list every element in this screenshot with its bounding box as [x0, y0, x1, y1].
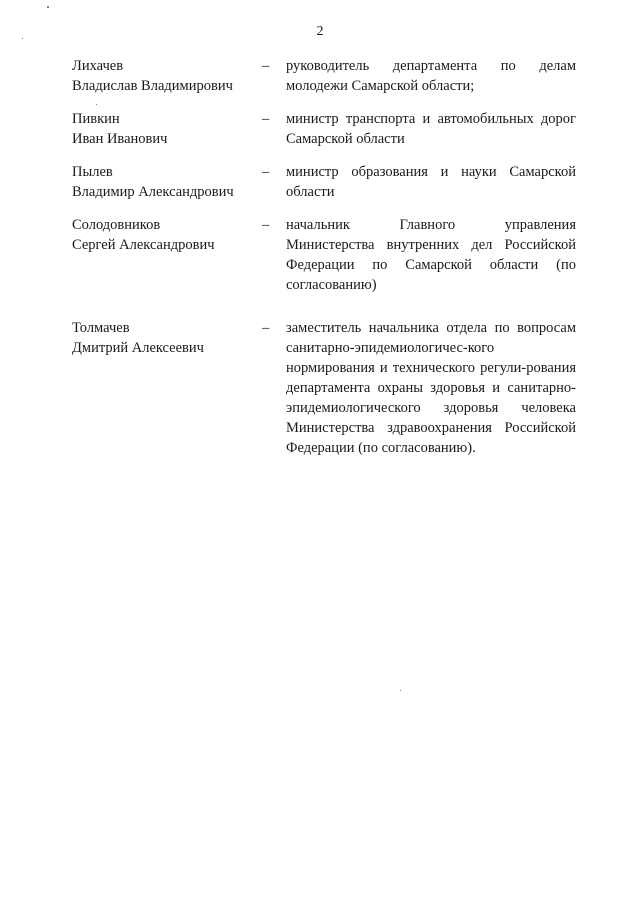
role-description: руководитель департамента по делам молодежи Самарской области;: [286, 58, 576, 94]
role-description: министр транспорта и автомобильных дорог Самарской области: [286, 111, 576, 147]
surname: Толмачев: [72, 320, 130, 336]
given-names: Дмитрий Алексеевич: [72, 340, 204, 356]
scan-speck: [96, 104, 97, 105]
scan-speck: [22, 38, 23, 39]
surname: Солодовников: [72, 217, 161, 233]
surname: Пивкин: [72, 111, 120, 127]
person-name: [72, 56, 262, 96]
dash-separator: –: [262, 58, 270, 74]
member-list: [72, 56, 576, 458]
role-description: министр образования и науки Самарской области: [286, 164, 576, 200]
given-names: Иван Иванович: [72, 131, 168, 147]
list-item: [72, 56, 576, 96]
list-item: [72, 109, 576, 149]
scan-speck: [400, 690, 401, 691]
list-item: [72, 318, 576, 458]
surname: Пылев: [72, 164, 113, 180]
person-name: [72, 162, 262, 202]
dash-separator: –: [262, 217, 270, 233]
role-description: начальник Главного управления Министерства внутренних дел Российской Федерации по Самарской области (по согласованию): [286, 217, 576, 293]
person-name: [72, 318, 262, 458]
scan-speck: [47, 6, 49, 8]
given-names: Владимир Александрович: [72, 184, 234, 200]
dash-separator: –: [262, 320, 270, 336]
given-names: Владислав Владимирович: [72, 78, 233, 94]
list-item: [72, 215, 576, 295]
dash-separator: –: [262, 164, 270, 180]
given-names: Сергей Александрович: [72, 237, 215, 253]
page-number: 2: [316, 24, 324, 39]
person-name: [72, 109, 262, 149]
dash-separator: –: [262, 111, 270, 127]
surname: Лихачев: [72, 58, 124, 74]
role-description: заместитель начальника отдела по вопросам санитарно-эпидемиологичес-кого нормирования и технического регули-рования департамента охраны здоровья и санитарно-эпидемиологического здоровья человека Министерства здравоохранения Российской Федерации (по согласованию).: [286, 320, 576, 456]
person-name: [72, 215, 262, 295]
list-item: [72, 162, 576, 202]
